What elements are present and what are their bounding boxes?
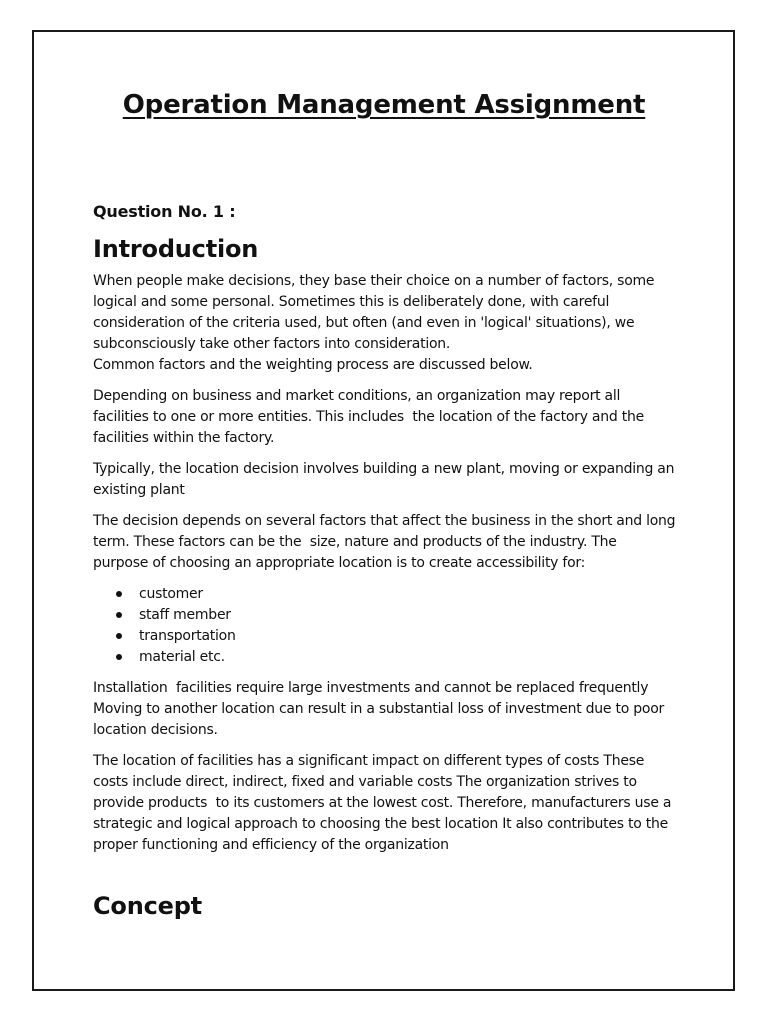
paragraph-line: Common factors and the weighting process are discussed below. [93,357,533,373]
bullet-icon [116,654,122,660]
paragraph-line: costs include direct, indirect, fixed and variable costs The organization strives to [93,774,637,790]
bullet-icon [116,591,122,597]
paragraph-line: Installation facilities require large investments and cannot be replaced frequently [93,680,649,696]
bullet-icon [116,612,122,618]
body-paragraph [93,459,683,501]
paragraph-line: The decision depends on several factors that affect the business in the short and long [93,513,676,529]
bullet-text: transportation [139,628,236,644]
paragraph-line: consideration of the criteria used, but often (and even in 'logical' situations), we [93,315,635,331]
bullet-icon [116,633,122,639]
paragraph-line: facilities to one or more entities. This includes the location of the factory and the [93,409,644,425]
paragraph-line: location decisions. [93,722,218,738]
body-paragraph [93,678,683,741]
introduction-heading: Introduction [93,235,259,263]
document-title: Operation Management Assignment [122,90,646,120]
paragraphs-after-list [93,678,683,856]
paragraph-line: term. These factors can be the size, nature and products of the industry. The [93,534,617,550]
bullet-text: customer [139,586,203,602]
bullet-list [93,584,683,668]
paragraph-line: subconsciously take other factors into consideration. [93,336,451,352]
paragraph-line: proper functioning and efficiency of the organization [93,837,449,853]
paragraphs-before-list [93,271,683,574]
bullet-item [93,605,683,626]
paragraph-line: existing plant [93,482,185,498]
paragraph-line: The location of facilities has a significant impact on different types of costs These [93,753,645,769]
bullet-text: material etc. [139,649,225,665]
bullet-item [93,626,683,647]
concept-heading: Concept [93,892,202,920]
paragraph-line: Typically, the location decision involves building a new plant, moving or expanding an [93,461,675,477]
paragraph-line: Moving to another location can result in a substantial loss of investment due to poor [93,701,665,717]
paragraph-line: provide products to its customers at the lowest cost. Therefore, manufacturers use a [93,795,672,811]
paragraph-line: Depending on business and market conditions, an organization may report all [93,388,621,404]
paragraph-line: purpose of choosing an appropriate location is to create accessibility for: [93,555,586,571]
paragraph-line: When people make decisions, they base their choice on a number of factors, some [93,273,655,289]
body-paragraph [93,751,683,856]
paragraph-line: logical and some personal. Sometimes this is deliberately done, with careful [93,294,610,310]
bullet-item [93,647,683,668]
body-paragraph [93,271,683,376]
paragraph-line: facilities within the factory. [93,430,275,446]
bullet-text: staff member [139,607,231,623]
question-label: Question No. 1 : [93,202,236,221]
body-paragraph [93,386,683,449]
bullet-item [93,584,683,605]
document-body [93,200,683,922]
body-paragraph [93,511,683,574]
paragraph-line: strategic and logical approach to choosing the best location It also contributes to the [93,816,668,832]
